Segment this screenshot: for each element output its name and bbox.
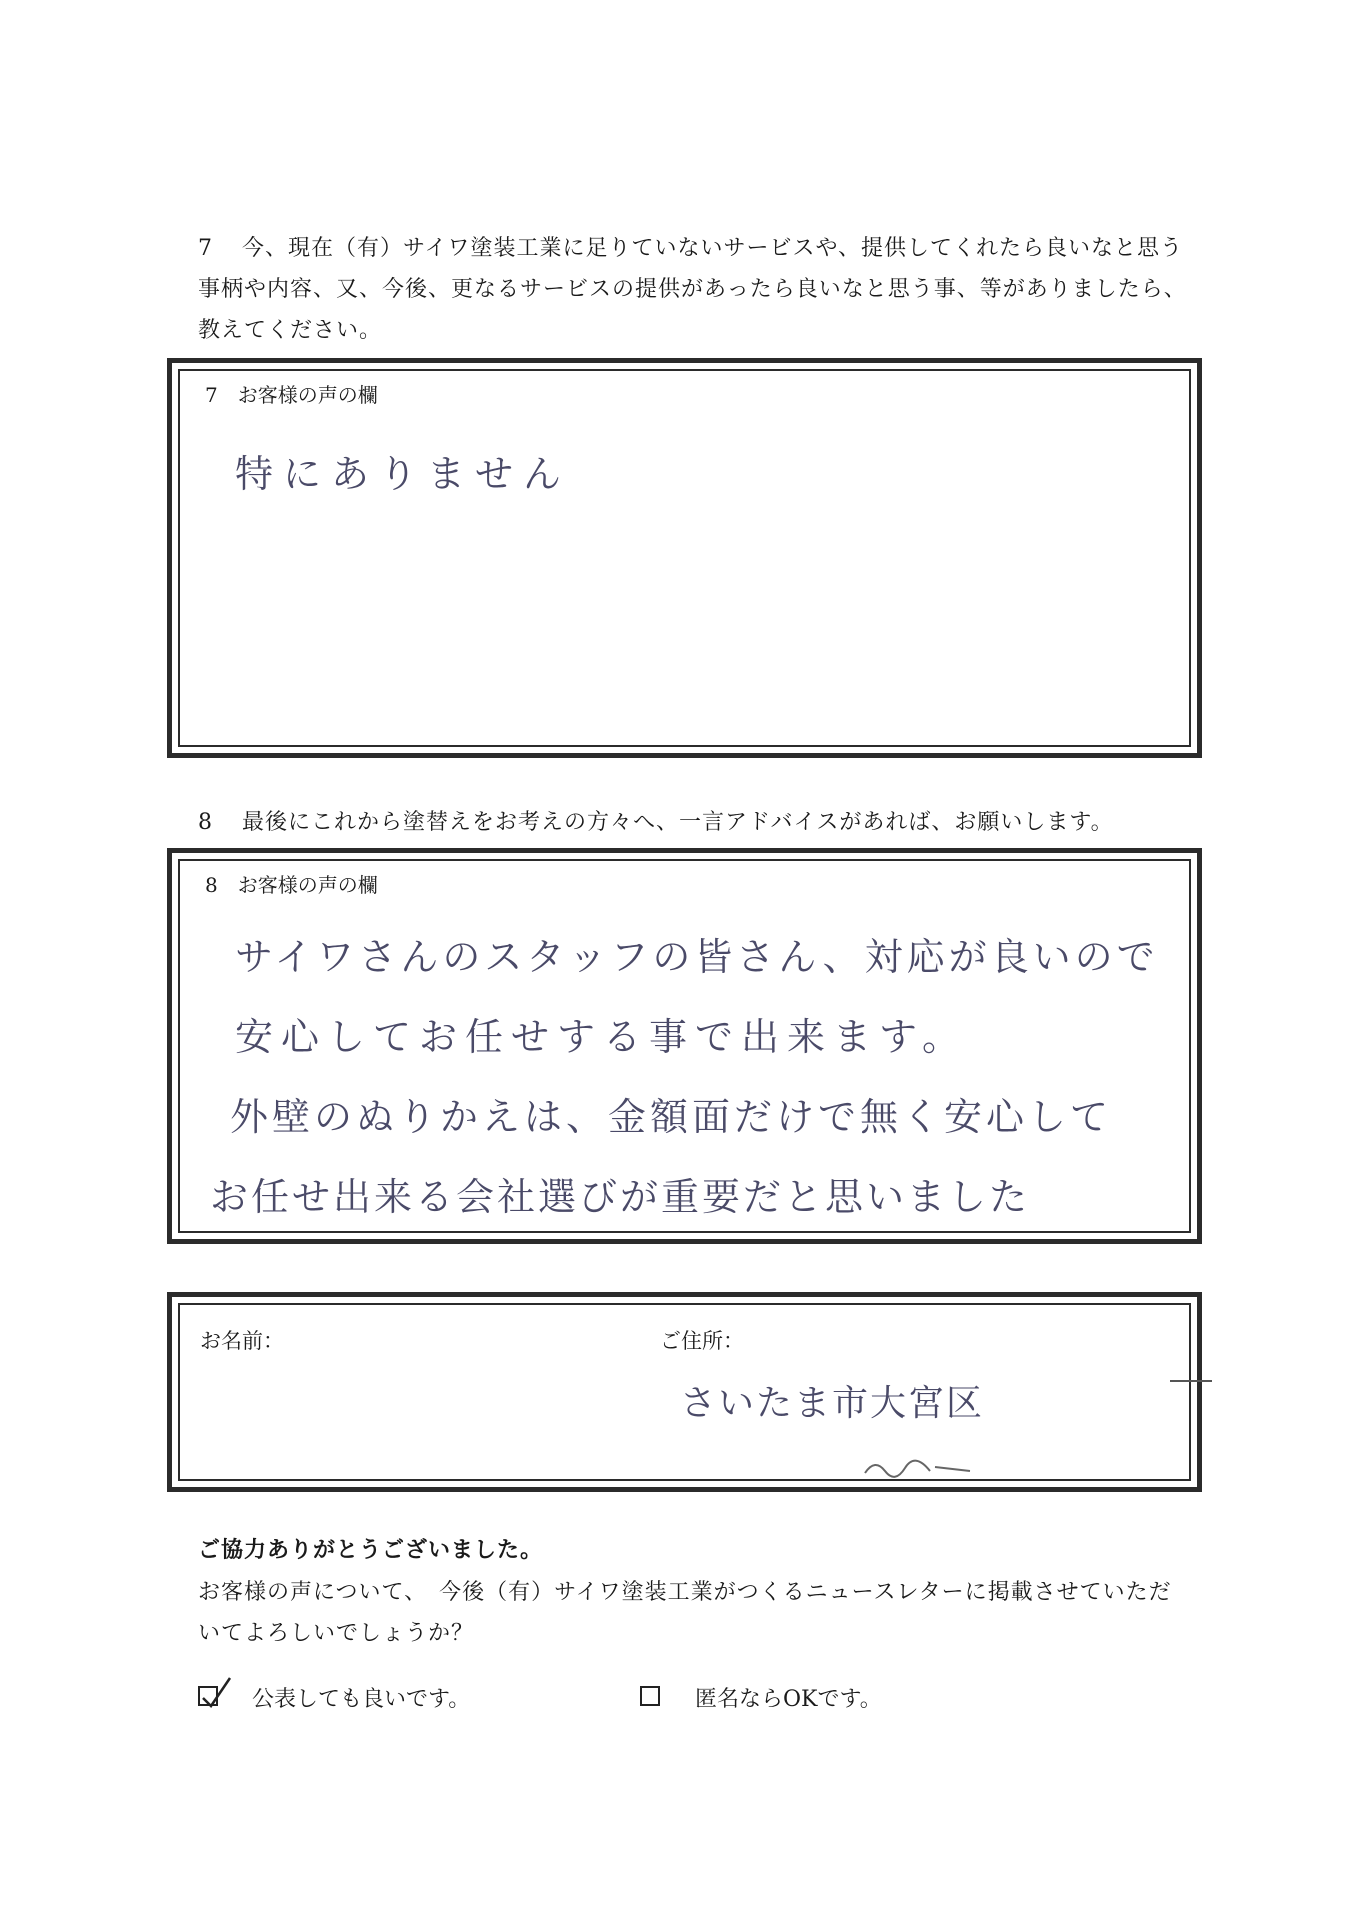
question-7-text: 今、現在（有）サイワ塗装工業に足りていないサービスや、提供してくれたら良いなと思う事柄や内容、又、今後、更なるサービスの提供があったら良いなと思う事、等がありましたら、教えてください。 <box>198 236 1187 343</box>
address-label: ご住所： <box>660 1329 744 1353</box>
check-mark-icon <box>198 1674 234 1710</box>
name-label: お名前： <box>200 1329 284 1353</box>
answer-box-8 <box>167 848 1202 1244</box>
contact-box <box>167 1292 1202 1492</box>
anonymous-ok-checkbox[interactable] <box>640 1686 660 1706</box>
answer-box-7 <box>167 358 1202 758</box>
answer-box-8-label: 8 お客様の声の欄 <box>205 873 378 897</box>
answer-box-7-inner <box>178 369 1191 747</box>
answer-8-line-1: サイワさんのスタッフの皆さん、対応が良いので <box>235 935 1159 979</box>
publish-request-text: お客様の声について、 今後（有）サイワ塗装工業がつくるニュースレターに掲載させていただいてよろしいでしょうか？ <box>198 1580 1172 1646</box>
thanks-text: ご協力ありがとうございました。 <box>198 1537 544 1563</box>
publish-ok-label: 公表しても良いです。 <box>252 1687 471 1712</box>
publish-ok-checkbox[interactable] <box>198 1686 218 1706</box>
question-8 <box>198 802 1188 843</box>
contact-box-inner <box>178 1303 1191 1481</box>
answer-8-line-3: 外壁のぬりかえは、金額面だけで無く安心して <box>230 1095 1113 1139</box>
question-8-number: 8 <box>198 810 213 835</box>
question-8-text: 最後にこれから塗替えをお考えの方々へ、一言アドバイスがあれば、お願いします。 <box>242 810 1114 835</box>
pen-scribble <box>860 1453 1000 1481</box>
anonymous-ok-label: 匿名ならOKです。 <box>695 1687 882 1712</box>
answer-7-handwriting: 特にありません <box>235 452 572 496</box>
question-7-number: 7 <box>198 236 213 261</box>
answer-8-line-2: 安心してお任せする事で出来ます。 <box>235 1015 968 1059</box>
address-handwriting: さいたま市大宮区 <box>680 1383 985 1424</box>
answer-8-line-4: お任せ出来る会社選びが重要だと思いました <box>210 1175 1031 1219</box>
question-7 <box>198 228 1188 351</box>
answer-box-8-inner <box>178 859 1191 1233</box>
pen-stray-mark <box>1170 1380 1212 1382</box>
answer-box-7-label: 7 お客様の声の欄 <box>205 383 378 407</box>
